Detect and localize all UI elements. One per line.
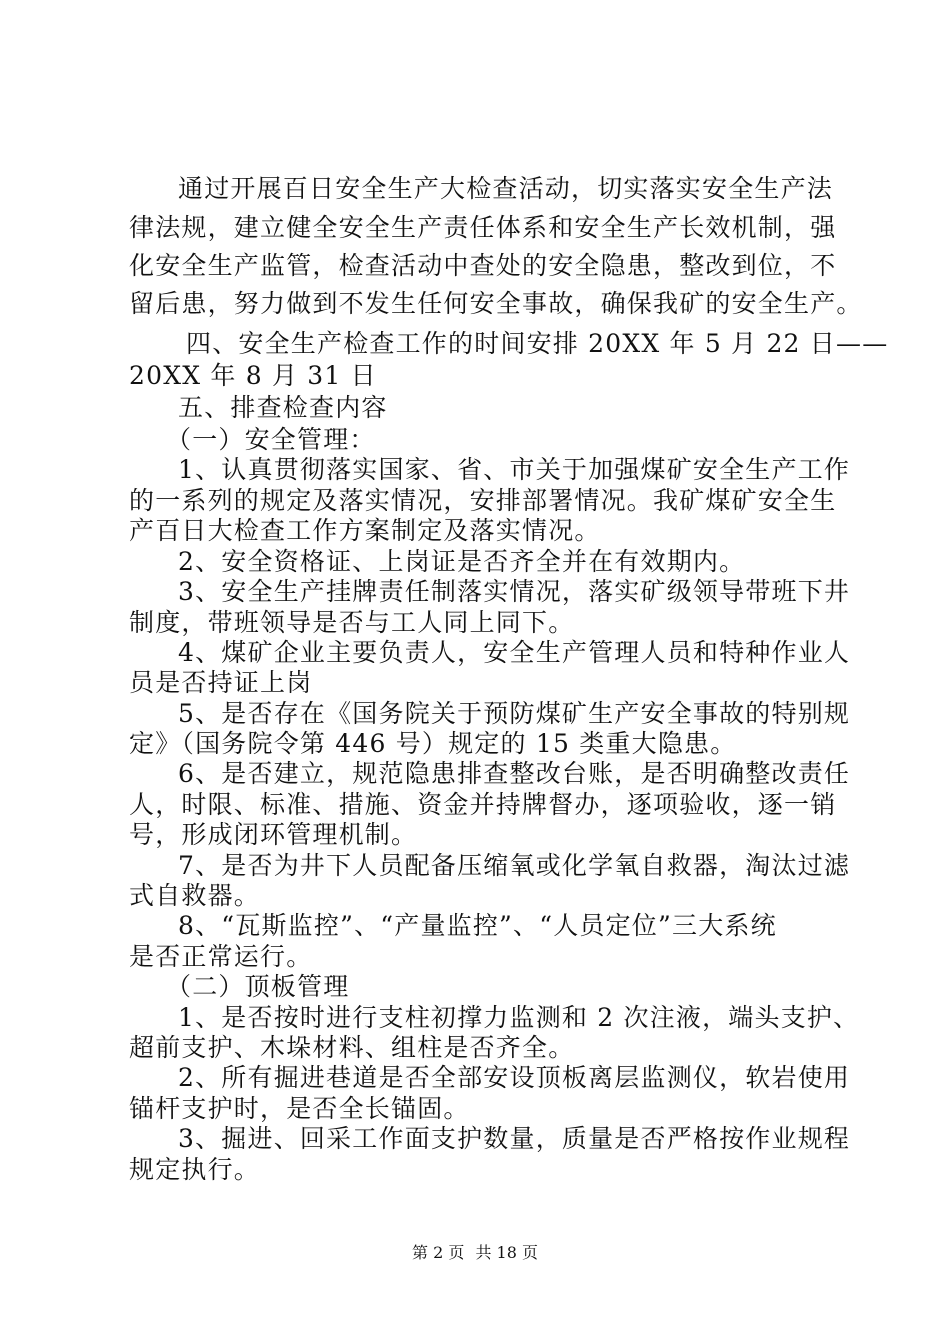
subsection-heading: （一）安全管理：: [166, 425, 376, 454]
paragraph-line: 定》（国务院令第 446 号）规定的 15 类重大隐患。: [129, 729, 737, 758]
paragraph-line: 20XX 年 8 月 31 日: [129, 361, 377, 390]
paragraph-line: 规定执行。: [129, 1155, 261, 1184]
paragraph-line: 式自救器。: [129, 881, 261, 910]
paragraph-line: 的一系列的规定及落实情况，安排部署情况。我矿煤矿安全生: [129, 486, 837, 515]
page-number: 第 2 页: [412, 1243, 465, 1262]
paragraph-line: 人，时限、标准、措施、资金并持牌督办，逐项验收，逐一销: [129, 790, 837, 819]
paragraph-line: 锚杆支护时，是否全长锚固。: [129, 1094, 470, 1123]
paragraph-line: 超前支护、木垛材料、组柱是否齐全。: [129, 1033, 575, 1062]
paragraph-line: 2、安全资格证、上岗证是否齐全并在有效期内。: [178, 547, 746, 576]
paragraph-line: 2、所有掘进巷道是否全部安设顶板离层监测仪，软岩使用: [178, 1063, 851, 1092]
paragraph-line: 8、“瓦斯监控”、“产量监控”、“人员定位”三大系统: [178, 911, 777, 940]
section-heading: 五、排查检查内容: [178, 393, 388, 422]
paragraph-line: 4、煤矿企业主要负责人，安全生产管理人员和特种作业人: [178, 638, 851, 667]
paragraph-line: 律法规，建立健全安全生产责任体系和安全生产长效机制，强: [129, 213, 837, 242]
paragraph-line: 1、认真贯彻落实国家、省、市关于加强煤矿安全生产工作: [178, 455, 851, 484]
paragraph-line: 6、是否建立，规范隐患排查整改台账，是否明确整改责任: [178, 759, 851, 788]
paragraph-line: 7、是否为井下人员配备压缩氧或化学氧自救器，淘汰过滤: [178, 851, 851, 880]
paragraph-line: 产百日大检查工作方案制定及落实情况。: [129, 516, 601, 545]
subsection-heading: （二）顶板管理: [166, 972, 350, 1001]
paragraph-line: 号，形成闭环管理机制。: [129, 820, 418, 849]
paragraph-line: 是否正常运行。: [129, 942, 313, 971]
paragraph-line: 员是否持证上岗: [129, 668, 313, 697]
paragraph-line: 通过开展百日安全生产大检查活动，切实落实安全生产法: [178, 174, 834, 203]
paragraph-line: 化安全生产监管，检查活动中查处的安全隐患，整改到位，不: [129, 251, 837, 280]
paragraph-line: 制度，带班领导是否与工人同上同下。: [129, 608, 575, 637]
paragraph-line: 3、掘进、回采工作面支护数量，质量是否严格按作业规程: [178, 1124, 851, 1153]
paragraph-line: 1、是否按时进行支柱初撑力监测和 2 次注液，端头支护、: [178, 1003, 860, 1032]
page-total: 共 18 页: [475, 1243, 538, 1262]
paragraph-line: 3、安全生产挂牌责任制落实情况，落实矿级领导带班下井: [178, 577, 851, 606]
paragraph-line: 留后患，努力做到不发生任何安全事故，确保我矿的安全生产。: [129, 289, 863, 318]
page-footer: [0, 1243, 950, 1263]
section-heading: 四、安全生产检查工作的时间安排 20XX 年 5 月 22 日——: [186, 329, 889, 358]
paragraph-line: 5、是否存在《国务院关于预防煤矿生产安全事故的特别规: [178, 699, 851, 728]
